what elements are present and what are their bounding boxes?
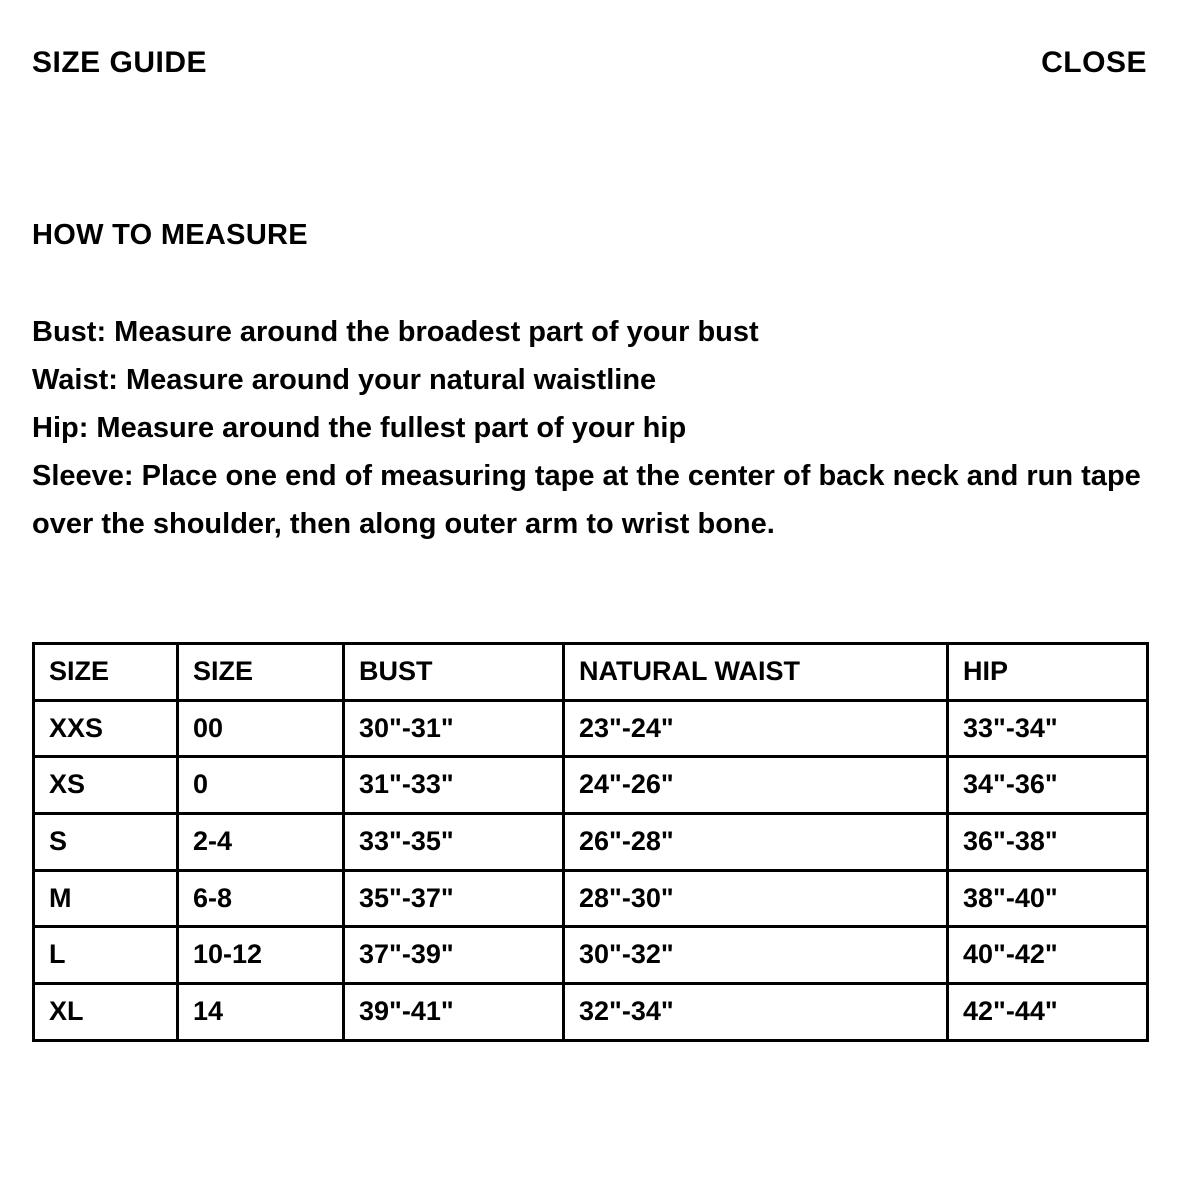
cell-hip: 33"-34" bbox=[948, 700, 1148, 757]
table-row bbox=[34, 814, 1148, 871]
cell-natural-waist: 28"-30" bbox=[564, 870, 948, 927]
how-to-measure-heading: HOW TO MEASURE bbox=[32, 219, 308, 251]
cell-bust: 35"-37" bbox=[344, 870, 564, 927]
size-chart-container bbox=[32, 642, 1147, 1042]
close-button[interactable]: CLOSE bbox=[1041, 46, 1147, 79]
cell-size-letter: L bbox=[34, 927, 178, 984]
page-title: SIZE GUIDE bbox=[32, 46, 208, 79]
table-row bbox=[34, 984, 1148, 1041]
table-row bbox=[34, 870, 1148, 927]
instruction-line: Hip: Measure around the fullest part of your hip bbox=[32, 412, 687, 444]
table-row bbox=[34, 700, 1148, 757]
cell-size-numeric: 10-12 bbox=[178, 927, 344, 984]
cell-size-numeric: 2-4 bbox=[178, 814, 344, 871]
cell-natural-waist: 24"-26" bbox=[564, 757, 948, 814]
modal-header bbox=[32, 0, 1147, 78]
cell-size-numeric: 00 bbox=[178, 700, 344, 757]
cell-bust: 30"-31" bbox=[344, 700, 564, 757]
cell-natural-waist: 30"-32" bbox=[564, 927, 948, 984]
table-header-row bbox=[34, 644, 1148, 701]
table-header bbox=[34, 644, 1148, 701]
cell-size-letter: XL bbox=[34, 984, 178, 1041]
cell-hip: 40"-42" bbox=[948, 927, 1148, 984]
column-header-hip: HIP bbox=[948, 644, 1148, 701]
cell-bust: 33"-35" bbox=[344, 814, 564, 871]
instruction-line: Waist: Measure around your natural waistline bbox=[32, 364, 657, 396]
size-chart-table bbox=[32, 642, 1149, 1042]
cell-size-numeric: 6-8 bbox=[178, 870, 344, 927]
instruction-line: Sleeve: Place one end of measuring tape at the center of back neck and run tape over the shoulder, then along outer arm to wrist bone. bbox=[32, 460, 1141, 540]
cell-bust: 37"-39" bbox=[344, 927, 564, 984]
cell-size-numeric: 0 bbox=[178, 757, 344, 814]
measure-instructions bbox=[32, 308, 1147, 548]
table-row bbox=[34, 757, 1148, 814]
cell-hip: 42"-44" bbox=[948, 984, 1148, 1041]
cell-size-letter: XXS bbox=[34, 700, 178, 757]
cell-size-numeric: 14 bbox=[178, 984, 344, 1041]
column-header-natural-waist: NATURAL WAIST bbox=[564, 644, 948, 701]
column-header-bust: BUST bbox=[344, 644, 564, 701]
cell-size-letter: XS bbox=[34, 757, 178, 814]
cell-bust: 31"-33" bbox=[344, 757, 564, 814]
column-header-size-numeric: SIZE bbox=[178, 644, 344, 701]
cell-size-letter: S bbox=[34, 814, 178, 871]
cell-hip: 34"-36" bbox=[948, 757, 1148, 814]
column-header-size-letter: SIZE bbox=[34, 644, 178, 701]
instruction-line: Bust: Measure around the broadest part of your bust bbox=[32, 316, 759, 348]
cell-hip: 36"-38" bbox=[948, 814, 1148, 871]
table-body bbox=[34, 700, 1148, 1040]
cell-natural-waist: 23"-24" bbox=[564, 700, 948, 757]
table-row bbox=[34, 927, 1148, 984]
cell-size-letter: M bbox=[34, 870, 178, 927]
cell-natural-waist: 32"-34" bbox=[564, 984, 948, 1041]
cell-bust: 39"-41" bbox=[344, 984, 564, 1041]
cell-natural-waist: 26"-28" bbox=[564, 814, 948, 871]
cell-hip: 38"-40" bbox=[948, 870, 1148, 927]
